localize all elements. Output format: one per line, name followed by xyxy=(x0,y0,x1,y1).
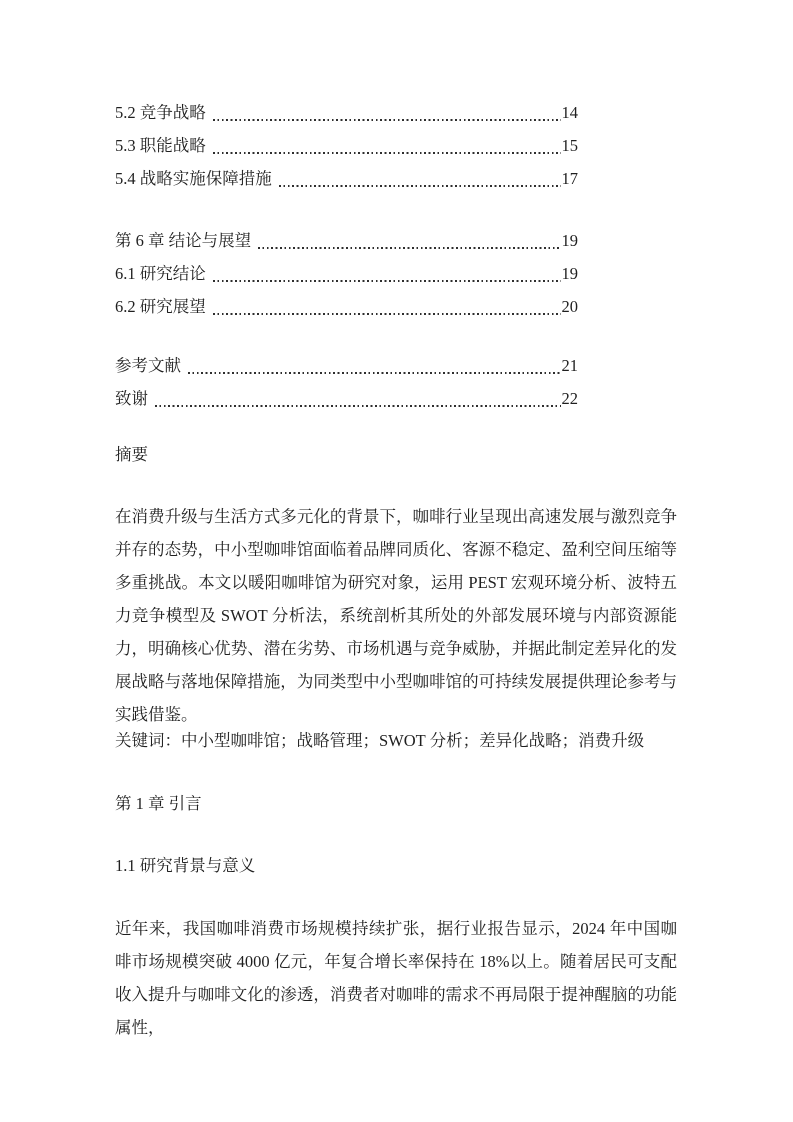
toc-entry-label: 5.4 战略实施保障措施 xyxy=(115,169,272,188)
toc-entry[interactable] xyxy=(115,96,578,129)
toc-entry[interactable] xyxy=(115,290,578,323)
toc-entry[interactable] xyxy=(115,257,578,290)
toc-group-chapter5 xyxy=(115,96,578,195)
toc-entry[interactable] xyxy=(115,162,578,195)
chapter1-heading: 第 1 章 引言 xyxy=(115,794,202,813)
section-1-1-paragraph: 近年来，我国咖啡消费市场规模持续扩张，据行业报告显示，2024 年中国咖啡市场规模突破 4000 亿元，年复合增长率保持在 18%以上。随着居民可支配收入提升与咖啡文化的渗透，消费者对咖啡的需求不再局限于提神醒脑的功能属性， xyxy=(115,919,677,1037)
toc-leader-dots xyxy=(279,185,561,187)
toc-leader-dots xyxy=(213,313,561,315)
toc-group-chapter6 xyxy=(115,224,578,323)
toc-leader-dots xyxy=(213,280,561,282)
toc-entry[interactable] xyxy=(115,224,578,257)
toc-entry[interactable] xyxy=(115,129,578,162)
toc-entry-page-number: 19 xyxy=(561,231,578,250)
abstract-paragraph: 在消费升级与生活方式多元化的背景下，咖啡行业呈现出高速发展与激烈竞争并存的态势，中小型咖啡馆面临着品牌同质化、客源不稳定、盈利空间压缩等多重挑战。本文以暖阳咖啡馆为研究对象，运用 PEST 宏观环境分析、波特五力竞争模型及 SWOT 分析法，系统剖析其所处的外部发展环境与内部资源能力，明确核心优势、潜在劣势、市场机遇与竞争威胁，并据此制定差异化的发展战略与落地保障措施，为同类型中小型咖啡馆的可持续发展提供理论参考与实践借鉴。 xyxy=(115,507,677,724)
toc-entry-label: 6.2 研究展望 xyxy=(115,297,206,316)
toc-entry-label: 5.3 职能战略 xyxy=(115,136,206,155)
toc-entry-label: 第 6 章 结论与展望 xyxy=(115,231,252,250)
abstract-heading: 摘要 xyxy=(115,445,148,464)
toc-group-backmatter xyxy=(115,349,578,415)
toc-entry-page-number: 20 xyxy=(561,297,578,316)
section-1-1-heading: 1.1 研究背景与意义 xyxy=(115,856,256,875)
toc-leader-dots xyxy=(155,405,561,407)
toc-entry-label: 参考文献 xyxy=(115,356,181,375)
toc-entry-page-number: 14 xyxy=(561,103,578,122)
toc-entry-label: 5.2 竞争战略 xyxy=(115,103,206,122)
toc-entry-page-number: 21 xyxy=(561,356,578,375)
toc-entry-page-number: 15 xyxy=(561,136,578,155)
toc-entry-page-number: 22 xyxy=(561,389,578,408)
toc-entry[interactable] xyxy=(115,349,578,382)
toc-leader-dots xyxy=(213,152,561,154)
toc-entry-page-number: 19 xyxy=(561,264,578,283)
toc-leader-dots xyxy=(258,247,560,249)
toc-entry-label: 6.1 研究结论 xyxy=(115,264,206,283)
toc-leader-dots xyxy=(188,372,561,374)
toc-entry-page-number: 17 xyxy=(561,169,578,188)
toc-entry[interactable] xyxy=(115,382,578,415)
toc-leader-dots xyxy=(213,119,561,121)
keywords-line: 关键词：中小型咖啡馆；战略管理；SWOT 分析；差异化战略；消费升级 xyxy=(115,731,645,750)
toc-entry-label: 致谢 xyxy=(115,389,148,408)
